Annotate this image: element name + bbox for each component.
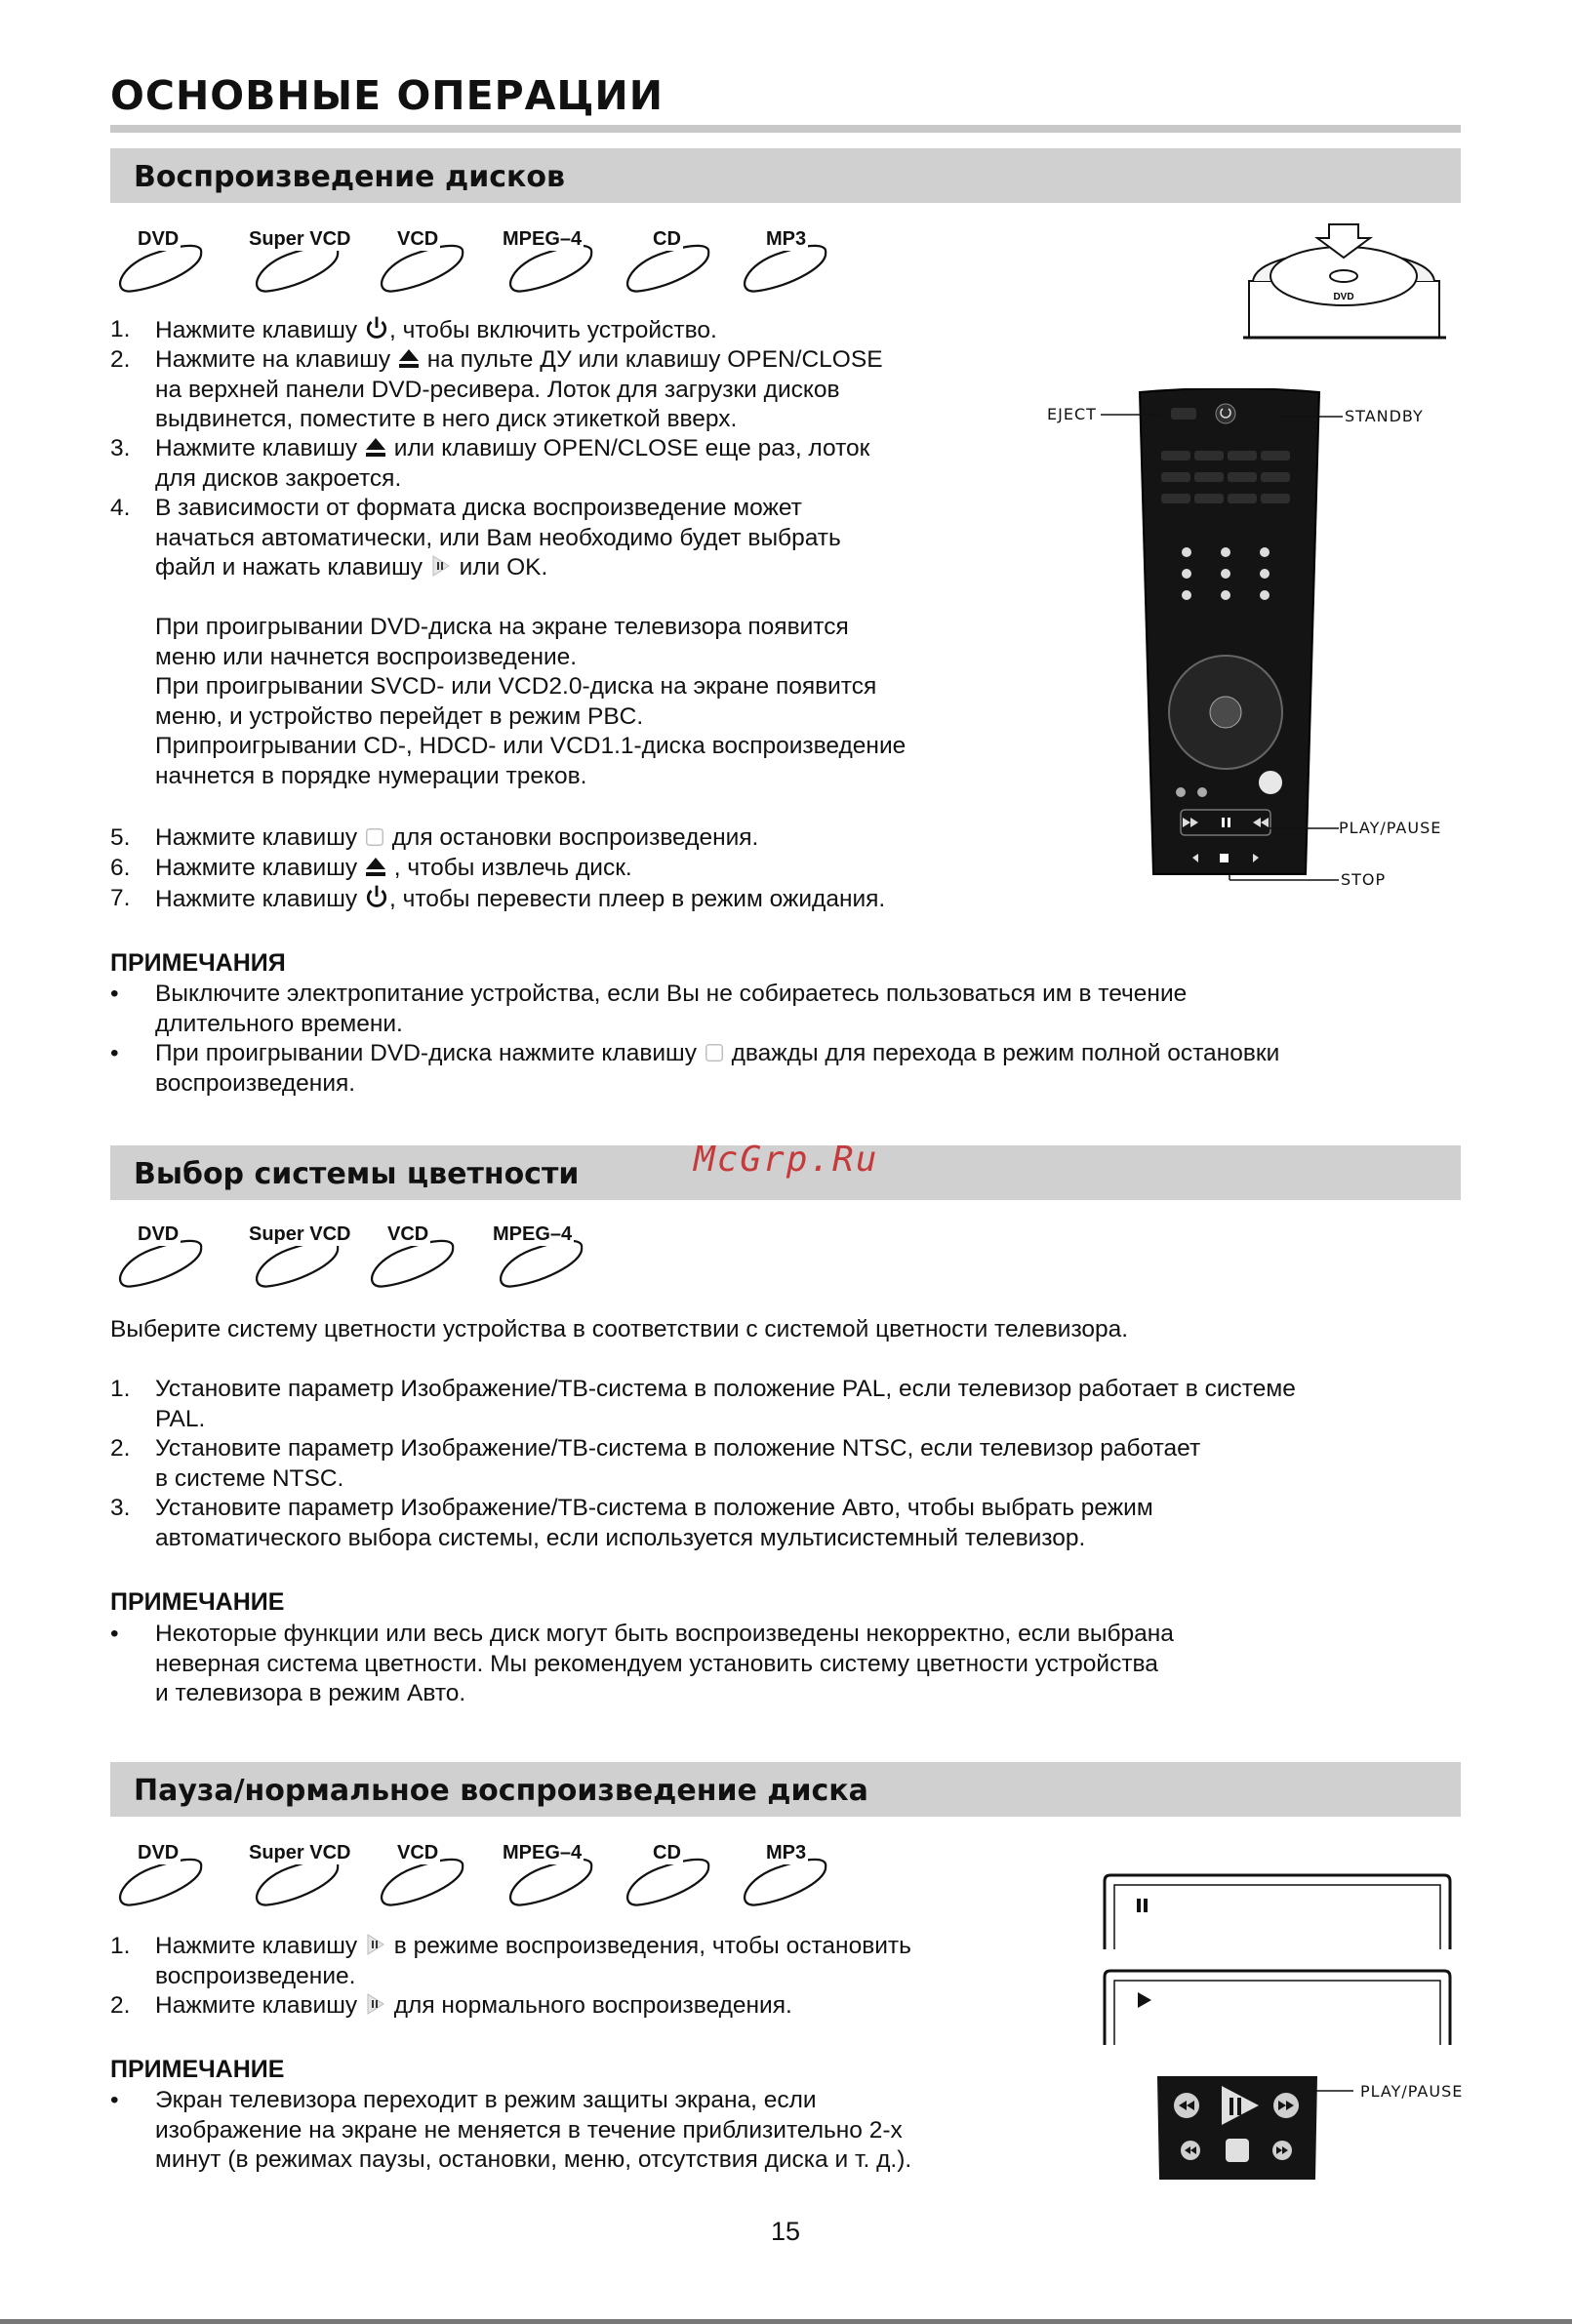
format-badge-cd: CD: [618, 228, 725, 306]
standby-label: STANDBY: [1345, 407, 1424, 425]
format-badge-mpeg4: MPEG–4: [501, 228, 608, 306]
format-badges: [110, 228, 852, 306]
format-badge-cd: CD: [618, 1842, 725, 1920]
section-title: Выбор системы цветности: [134, 1157, 580, 1191]
disc-tray-illustration: [1239, 222, 1449, 349]
bottom-rule: [0, 2319, 1572, 2324]
format-badge-mpeg4: MPEG–4: [501, 1842, 608, 1920]
power-icon: [364, 884, 389, 909]
page-number: 15: [771, 2217, 801, 2246]
eject-icon: [397, 346, 421, 370]
notes-title: ПРИМЕЧАНИЯ: [110, 949, 286, 977]
power-icon: [364, 315, 389, 341]
info-paragraph: При проигрывании DVD-диска на экране телевизора появится меню или начнется воспроизведение. При проигрывании SVCD- или VCD2.0-диска на экране появится меню, и устройство перейдет в режим PBC. Припроигрывании CD-, HDCD- или VCD1.1-диска воспроизведение начнется в порядке нумерации треков.: [155, 614, 907, 789]
format-badge-svcd: Super VCD: [247, 1223, 354, 1302]
format-badge-vcd: VCD: [362, 1223, 469, 1302]
title-rule: [110, 125, 1461, 133]
play-pause-icon: [364, 1933, 387, 1956]
format-badge-dvd: DVD: [110, 228, 218, 306]
format-badge-svcd: Super VCD: [247, 1842, 354, 1920]
play-pause-icon: [364, 1992, 387, 2016]
note-title: ПРИМЕЧАНИЕ: [110, 2056, 285, 2083]
eject-icon: [364, 855, 387, 878]
section-header-pause: [110, 1762, 1461, 1817]
tv-screens-illustration: [1101, 1871, 1454, 2049]
format-badge-mp3: MP3: [735, 228, 842, 306]
section-title: Пауза/нормальное воспроизведение диска: [134, 1774, 868, 1808]
note-title: ПРИМЕЧАНИЕ: [110, 1588, 285, 1616]
format-badge-mp3: MP3: [735, 1842, 842, 1920]
section-header-playback: [110, 148, 1461, 203]
eject-label: EJECT: [1047, 405, 1097, 423]
format-badge-svcd: Super VCD: [247, 228, 354, 306]
stop-label: STOP: [1341, 870, 1387, 889]
play-pause-label: PLAY/PAUSE: [1339, 819, 1442, 837]
play-pause-callout-line: [1312, 2086, 1356, 2096]
color-intro: Выберите систему цветности устройства в соответствии с системой цветности телевизора.: [110, 1316, 1129, 1342]
page-title: ОСНОВНЫЕ ОПЕРАЦИИ: [110, 72, 665, 119]
tray-dvd-logo: DVD: [1333, 292, 1354, 302]
stop-icon: [704, 1042, 725, 1063]
format-badge-dvd: DVD: [110, 1223, 218, 1302]
format-badge-mpeg4: MPEG–4: [491, 1223, 598, 1302]
watermark: McGrp.Ru: [694, 1140, 879, 1180]
format-badge-vcd: VCD: [372, 1842, 479, 1920]
eject-icon: [364, 435, 387, 459]
format-badge-dvd: DVD: [110, 1842, 218, 1920]
pause-indicator-icon: [1137, 1899, 1141, 1912]
format-badge-vcd: VCD: [372, 228, 479, 306]
format-badges: [110, 1842, 852, 1920]
transport-keypad-illustration: [1151, 2074, 1323, 2182]
play-pause-label: PLAY/PAUSE: [1360, 2082, 1464, 2101]
section-title: Воспроизведение дисков: [134, 160, 565, 194]
stop-icon: [364, 826, 385, 848]
play-pause-icon: [429, 554, 453, 578]
format-badges: [110, 1223, 618, 1302]
